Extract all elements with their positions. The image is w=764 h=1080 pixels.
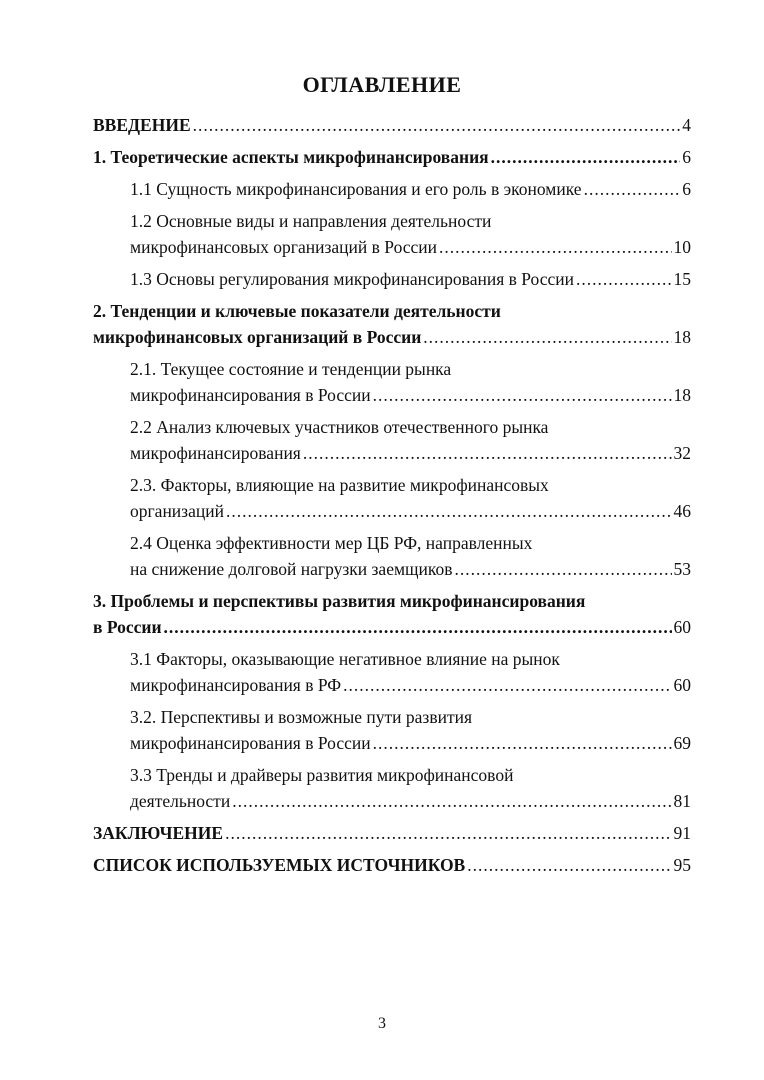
toc-entry-section-3-1	[93, 646, 691, 698]
toc-entry-page: 4	[682, 115, 691, 135]
toc-entry-page: 32	[673, 443, 691, 463]
leader-dots	[373, 730, 672, 756]
toc-entry-page: 10	[673, 237, 691, 257]
toc-entry-text: 1.3 Основы регулирования микрофинансирования в России	[130, 269, 575, 289]
toc-entry-text: микрофинансовых организаций в России	[93, 327, 422, 347]
toc-entry-text: микрофинансовых организаций в России	[130, 237, 438, 257]
toc-entry-text: в России	[93, 617, 162, 637]
toc-entry-first-line: 3.3 Тренды и драйверы развития микрофинансовой	[130, 765, 514, 785]
toc-entry-first-line: 2.3. Факторы, влияющие на развитие микрофинансовых	[130, 475, 549, 495]
toc-entry-section-2-3	[93, 472, 691, 524]
leader-dots	[467, 852, 671, 878]
leader-dots	[491, 144, 681, 170]
leader-dots	[439, 234, 671, 260]
toc-entry-first-line: 1.2 Основные виды и направления деятельности	[130, 211, 492, 231]
toc-entry-page: 18	[673, 385, 691, 405]
toc-entry-first-line: 3.1 Факторы, оказывающие негативное влияние на рынок	[130, 649, 560, 669]
leader-dots	[584, 176, 681, 202]
toc-entry-text: организаций	[130, 501, 224, 521]
toc-entry-text: деятельности	[130, 791, 231, 811]
leader-dots	[164, 614, 672, 640]
toc-entry-first-line: 3.2. Перспективы и возможные пути развития	[130, 707, 473, 727]
table-of-contents	[93, 112, 691, 878]
toc-entry-text: СПИСОК ИСПОЛЬЗУЕМЫХ ИСТОЧНИКОВ	[93, 855, 466, 875]
toc-entry-first-line: 2.2 Анализ ключевых участников отечественного рынка	[130, 417, 549, 437]
toc-entry-page: 60	[673, 617, 691, 637]
toc-entry-page: 6	[682, 179, 691, 199]
leader-dots	[232, 788, 671, 814]
toc-entry-page: 15	[673, 269, 691, 289]
leader-dots	[225, 820, 671, 846]
toc-entry-text: 1.1 Сущность микрофинансирования и его роль в экономике	[130, 179, 582, 199]
leader-dots	[373, 382, 672, 408]
toc-entry-page: 6	[682, 147, 691, 167]
toc-entry-text: микрофинансирования в РФ	[130, 675, 342, 695]
toc-entry-section-3-2	[93, 704, 691, 756]
toc-entry-section-2-4	[93, 530, 691, 582]
toc-entry-page: 53	[673, 559, 691, 579]
toc-entry-text: микрофинансирования в России	[130, 733, 371, 753]
toc-entry-page: 81	[673, 791, 691, 811]
toc-entry-chapter-2	[93, 298, 691, 350]
toc-entry-page: 60	[673, 675, 691, 695]
toc-entry-section-1-3	[93, 266, 691, 292]
toc-entry-section-1-1	[93, 176, 691, 202]
toc-entry-page: 46	[673, 501, 691, 521]
toc-entry-page: 95	[673, 855, 691, 875]
toc-entry-text: ВВЕДЕНИЕ	[93, 115, 191, 135]
toc-entry-first-line: 2.4 Оценка эффективности мер ЦБ РФ, направленных	[130, 533, 533, 553]
toc-entry-section-3-3	[93, 762, 691, 814]
toc-entry-conclusion	[93, 820, 691, 846]
toc-entry-text: ЗАКЛЮЧЕНИЕ	[93, 823, 224, 843]
toc-entry-text: 1. Теоретические аспекты микрофинансирования	[93, 147, 489, 167]
toc-entry-page: 91	[673, 823, 691, 843]
toc-entry-page: 18	[673, 327, 691, 347]
toc-entry-introduction	[93, 112, 691, 138]
page-number: 3	[378, 1015, 386, 1032]
toc-entry-section-2-1	[93, 356, 691, 408]
toc-entry-chapter-1	[93, 144, 691, 170]
toc-entry-first-line: 2. Тенденции и ключевые показатели деятельности	[93, 301, 501, 321]
toc-entry-section-1-2	[93, 208, 691, 260]
leader-dots	[303, 440, 672, 466]
toc-entry-chapter-3	[93, 588, 691, 640]
leader-dots	[576, 266, 671, 292]
leader-dots	[226, 498, 672, 524]
toc-entry-text: микрофинансирования	[130, 443, 301, 463]
leader-dots	[423, 324, 671, 350]
toc-entry-text: на снижение долговой нагрузки заемщиков	[130, 559, 453, 579]
toc-entry-references	[93, 852, 691, 878]
toc-entry-first-line: 2.1. Текущее состояние и тенденции рынка	[130, 359, 452, 379]
toc-entry-first-line: 3. Проблемы и перспективы развития микрофинансирования	[93, 591, 586, 611]
leader-dots	[343, 672, 671, 698]
toc-title: ОГЛАВЛЕНИЕ	[302, 72, 462, 97]
toc-entry-page: 69	[673, 733, 691, 753]
toc-entry-section-2-2	[93, 414, 691, 466]
leader-dots	[455, 556, 672, 582]
toc-entry-text: микрофинансирования в России	[130, 385, 371, 405]
leader-dots	[193, 112, 681, 138]
